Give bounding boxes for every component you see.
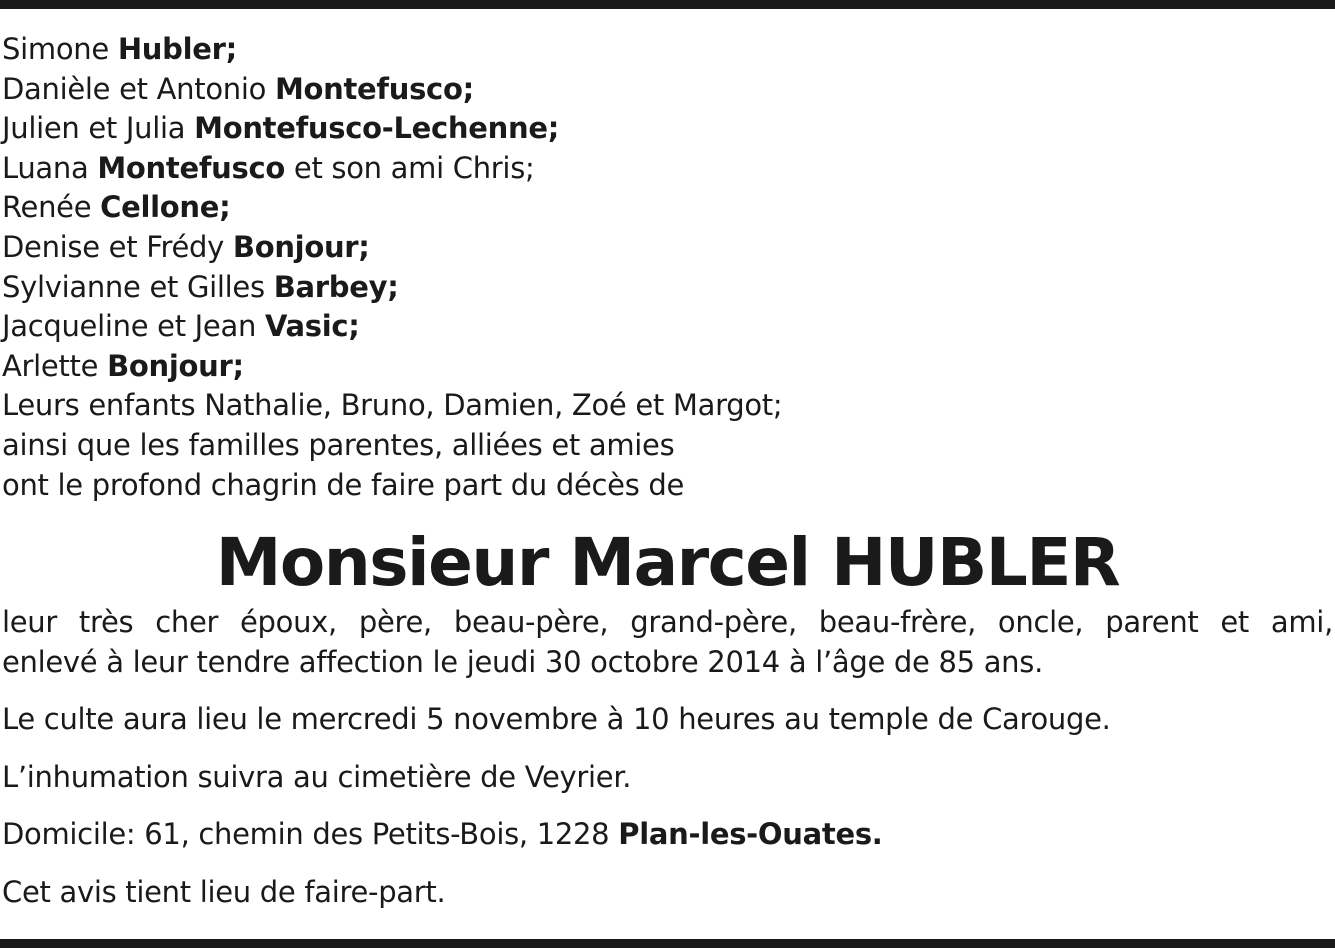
surname: Montefusco;	[274, 71, 474, 106]
given-names: Leurs enfants Nathalie, Bruno, Damien, Zoé et Margot;	[2, 388, 783, 423]
surname: Bonjour;	[107, 348, 244, 383]
family-line	[2, 70, 1333, 110]
given-names: Danièle et Antonio	[2, 71, 275, 106]
family-line	[2, 386, 1333, 426]
family-line	[2, 109, 1333, 149]
surname: Montefusco	[97, 150, 285, 185]
given-names: Simone	[2, 32, 118, 66]
closing-paragraph: Cet avis tient lieu de faire-part.	[2, 874, 446, 909]
top-rule	[0, 0, 1335, 9]
family-list	[2, 30, 1333, 505]
burial-paragraph: L’inhumation suivra au cimetière de Veyrier.	[2, 759, 632, 794]
bottom-rule	[0, 939, 1335, 948]
domicile-town: Plan-les-Ouates.	[618, 817, 883, 852]
surname: Hubler;	[117, 32, 237, 66]
family-line	[2, 307, 1333, 347]
given-names: Luana	[2, 150, 98, 185]
obituary-notice	[2, 30, 1333, 912]
surname: Vasic;	[264, 309, 360, 344]
family-line	[2, 347, 1333, 387]
surname: Bonjour;	[232, 229, 370, 264]
surname: Montefusco-Lechenne;	[194, 111, 559, 146]
family-line	[2, 188, 1333, 228]
given-names: ont le profond chagrin de faire part du décès de	[2, 467, 685, 502]
given-names: Denise et Frédy	[2, 229, 233, 264]
service-paragraph: Le culte aura lieu le mercredi 5 novembre à 10 heures au temple de Carouge.	[2, 702, 1111, 737]
given-names: Sylvianne et Gilles	[2, 269, 274, 304]
given-names: Julien et Julia	[2, 111, 195, 146]
domicile-paragraph	[2, 815, 1333, 855]
surname: Cellone;	[100, 190, 231, 225]
suffix: et son ami Chris;	[284, 150, 535, 185]
given-names: Renée	[2, 190, 101, 225]
family-line	[2, 466, 1333, 506]
given-names: Arlette	[2, 348, 108, 383]
tribute-line-1: leur très cher époux, père, beau-père, grand-père, beau-frère, oncle, parent et ami,	[2, 605, 1333, 640]
family-line	[2, 268, 1333, 308]
family-line	[2, 228, 1333, 268]
domicile-address: Domicile: 61, chemin des Petits-Bois, 1228	[2, 817, 619, 852]
tribute-paragraph	[2, 603, 1333, 682]
family-line	[2, 30, 1333, 70]
given-names: Jacqueline et Jean	[2, 309, 265, 344]
family-line	[2, 149, 1333, 189]
deceased-name: Monsieur Marcel HUBLER	[215, 524, 1120, 602]
tribute-line-2: enlevé à leur tendre affection le jeudi 30 octobre 2014 à l’âge de 85 ans.	[2, 644, 1043, 679]
surname: Barbey;	[273, 269, 399, 304]
given-names: ainsi que les familles parentes, alliées et amies	[2, 427, 675, 462]
family-line	[2, 426, 1333, 466]
